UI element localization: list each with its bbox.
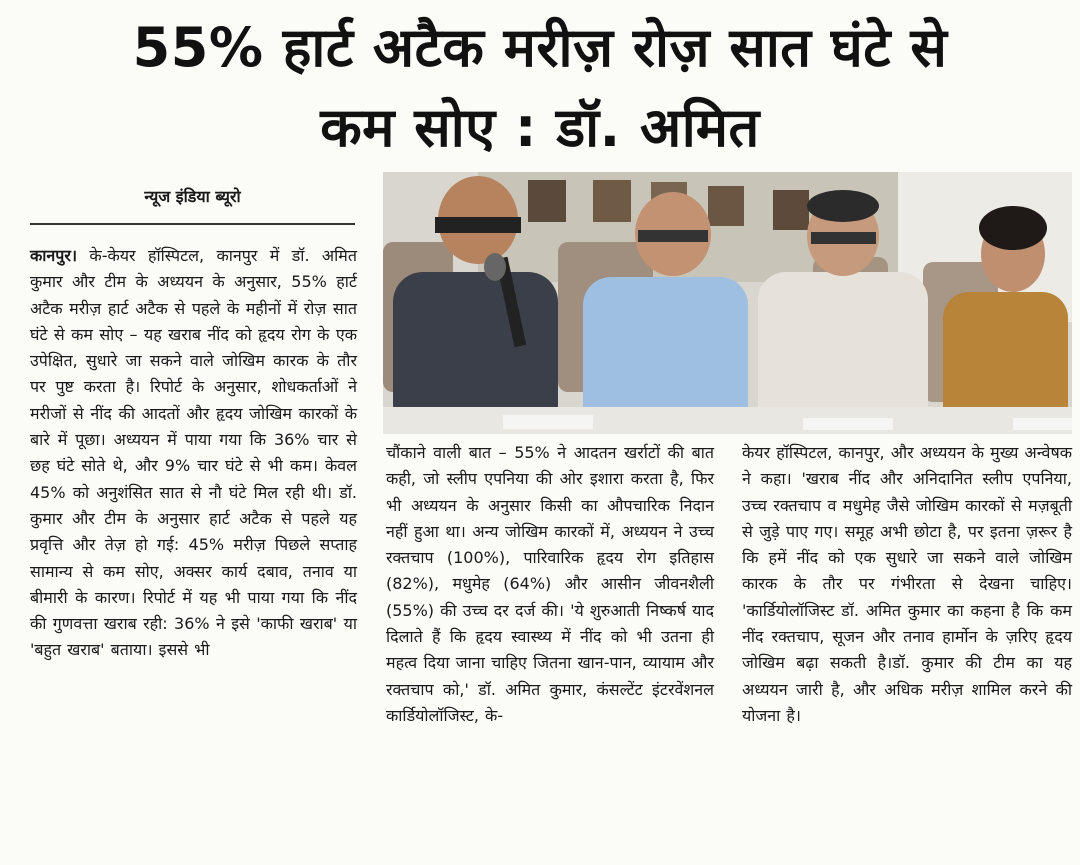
headline — [20, 8, 1060, 168]
article-column-2: चौंकाने वाली बात – 55% ने आदतन खर्राटों की बात कही, जो स्लीप एपनिया की ओर इशारा करता है, फिर भी अध्ययन के अनुसार किसी का औपचारिक निदान नहीं हुआ था। अन्य जोखिम कारकों में, अध्ययन ने उच्च रक्तचाप (100%), पारिवारिक हृदय रोग इतिहास (82%), मधुमेह (64%) और आसीन जीवनशैली (55%) की उच्च दर दर्ज की। 'ये शुरुआती निष्कर्ष याद दिलाते हैं कि हृदय स्वास्थ्य में नींद को भी उतना ही महत्व दिया जाना चाहिए जितना खान-पान, व्यायाम और रक्तचाप को,' डॉ. अमित कुमार, कंसल्टेंट इंटरवेंशनल कार्डियोलॉजिस्ट, के- — [386, 443, 714, 725]
column-1-text: के-केयर हॉस्पिटल, कानपुर में डॉ. अमित कुमार और टीम के अध्ययन के अनुसार, 55% हार्ट अटैक मरीज़ हार्ट अटैक से पहले के महीनों में रोज़ सात घंटे से कम सोए – यह खराब नींद को हृदय रोग के एक उपेक्षित, सुधारे जा सकने वाले जोखिम कारक के तौर पर पुष्ट करता है। रिपोर्ट के अनुसार, शोधकर्ताओं ने मरीजों से नींद की आदतों और हृदय जोखिम कारकों के बारे में पूछा। अध्ययन में पाया गया कि 36% चार से छह घंटे सोते थे, और 9% चार घंटे से भी कम। केवल 45% को अनुशंसित सात से नौ घंटे मिल रही थी। डॉ. कुमार और टीम के अनुसार हार्ट अटैक से पहले यह प्रवृत्ति और तेज़ हो गई: 45% मरीज़ पिछले सप्ताह सामान्य से कम सोए, अक्सर कार्य दबाव, तनाव या बीमारी के कारण। रिपोर्ट में यह भी पाया गया कि नींद की गुणवत्ता खराब रही: 36% ने इसे 'काफी खराब' या 'बहुत खराब' बताया। इससे भी — [30, 246, 357, 660]
headline-line-1: 55% हार्ट अटैक मरीज़ रोज़ सात घंटे से — [132, 16, 948, 79]
dateline: कानपुर। — [30, 246, 78, 265]
press-conference-photo — [383, 172, 1072, 434]
byline: न्यूज इंडिया ब्यूरो — [144, 187, 241, 206]
headline-line-2: कम सोए : डॉ. अमित — [320, 96, 760, 159]
byline-rule — [30, 223, 355, 225]
article-column-1 — [30, 243, 357, 664]
article-column-3: केयर हॉस्पिटल, कानपुर, और अध्ययन के मुख्य अन्वेषक ने कहा। 'खराब नींद और अनिदानित स्लीप एपनिया, उच्च रक्तचाप व मधुमेह जैसे जोखिम कारकों से मज़बूती से जुड़े पाए गए। समूह अभी छोटा है, पर इतना ज़रूर है कि हमें नींद को एक सुधारे जा सकने वाले जोखिम कारक के तौर पर गंभीरता से देखना चाहिए। 'कार्डियोलॉजिस्ट डॉ. अमित कुमार का कहना है कि कम नींद रक्तचाप, सूजन और तनाव हार्मोन के ज़रिए हृदय जोखिम बढ़ा सकती है।डॉ. कुमार की टीम का यह अध्ययन जारी है, और अधिक मरीज़ शामिल करने की योजना है। — [742, 443, 1072, 725]
